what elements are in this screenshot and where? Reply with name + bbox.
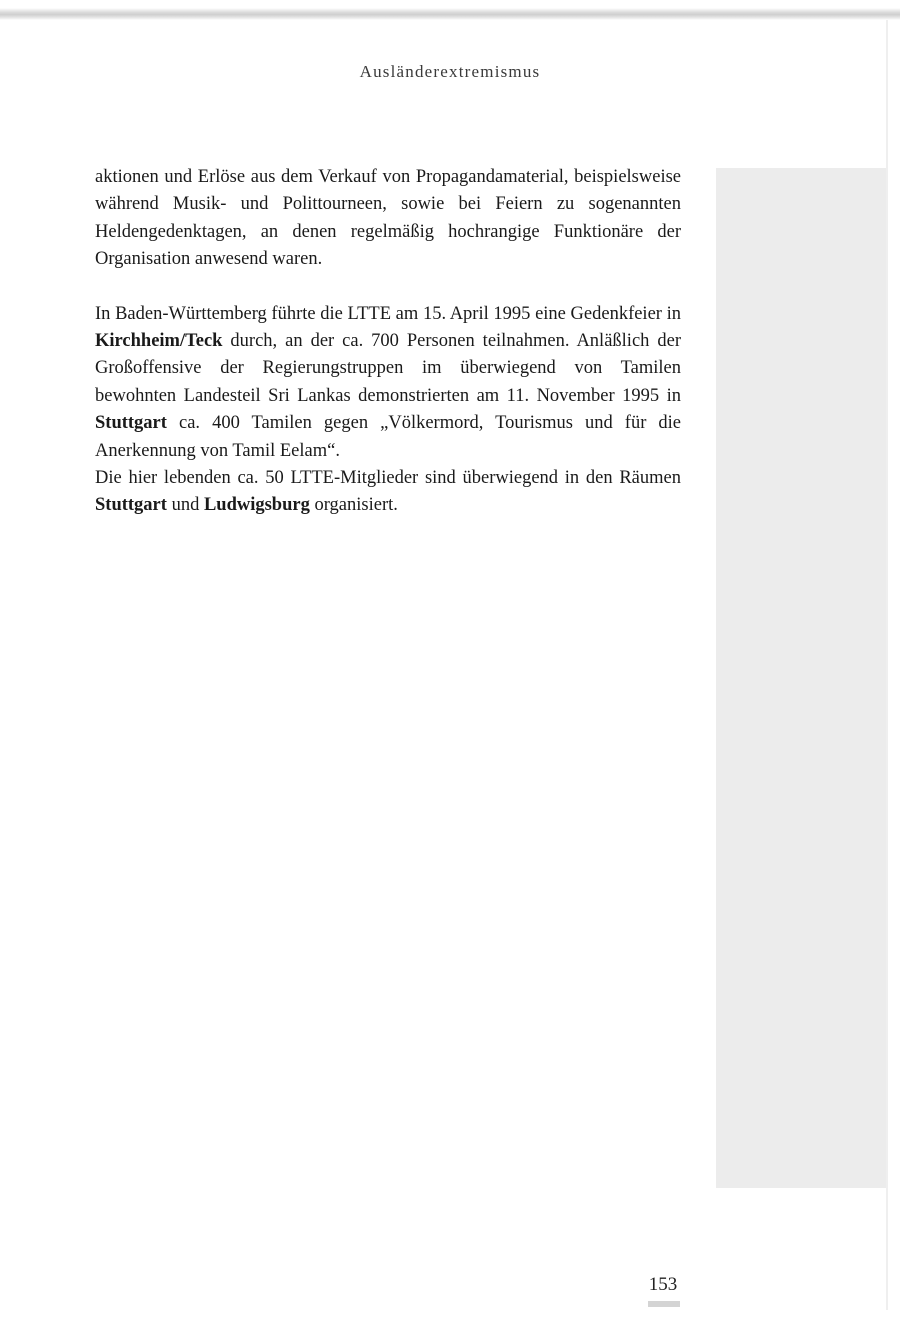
page-number: 153 [648, 1274, 678, 1295]
text-run: durch, an der ca. 700 Personen teilnahmen. Anläßlich der Großoffensive der Regierungstruppen im überwiegend von Tamilen bewohnten Landesteil Sri Lankas demonstrierten am 11. November 1995 in [95, 331, 681, 406]
text-run: organisiert. [309, 495, 398, 516]
page-number-marker [648, 1301, 680, 1307]
place-stuttgart: Stuttgart [95, 495, 167, 516]
text-run: Die hier lebenden ca. 50 LTTE-Mitglieder sind überwiegend in den Räumen [95, 468, 681, 489]
scan-top-edge [0, 8, 900, 20]
text-run: ca. 400 Tamilen gegen „Völkermord, Tourismus und für die Anerkennung von Tamil Eelam“. [95, 413, 681, 461]
place-kirchheim-teck: Kirchheim/Teck [95, 331, 223, 352]
running-header: Ausländerextremismus [359, 62, 541, 81]
margin-shading [716, 168, 886, 1188]
text-run: und [166, 495, 204, 516]
paragraph-members [95, 465, 681, 520]
body-text [95, 164, 681, 520]
paragraph-events [95, 301, 681, 465]
paragraph-funding: aktionen und Erlöse aus dem Verkauf von Propagandamaterial, beispielsweise während Musik- und Polittourneen, sowie bei Feiern zu sogenannten Heldengedenktagen, an denen regelmäßig hochrangige Funktionäre der Organisation anwesend waren. [95, 167, 681, 270]
text-run: In Baden-Württemberg führte die LTTE am 15. April 1995 eine Gedenkfeier in [95, 303, 681, 324]
scan-right-edge [886, 20, 888, 1310]
place-ludwigsburg: Ludwigsburg [203, 495, 310, 516]
place-stuttgart: Stuttgart [95, 413, 167, 434]
